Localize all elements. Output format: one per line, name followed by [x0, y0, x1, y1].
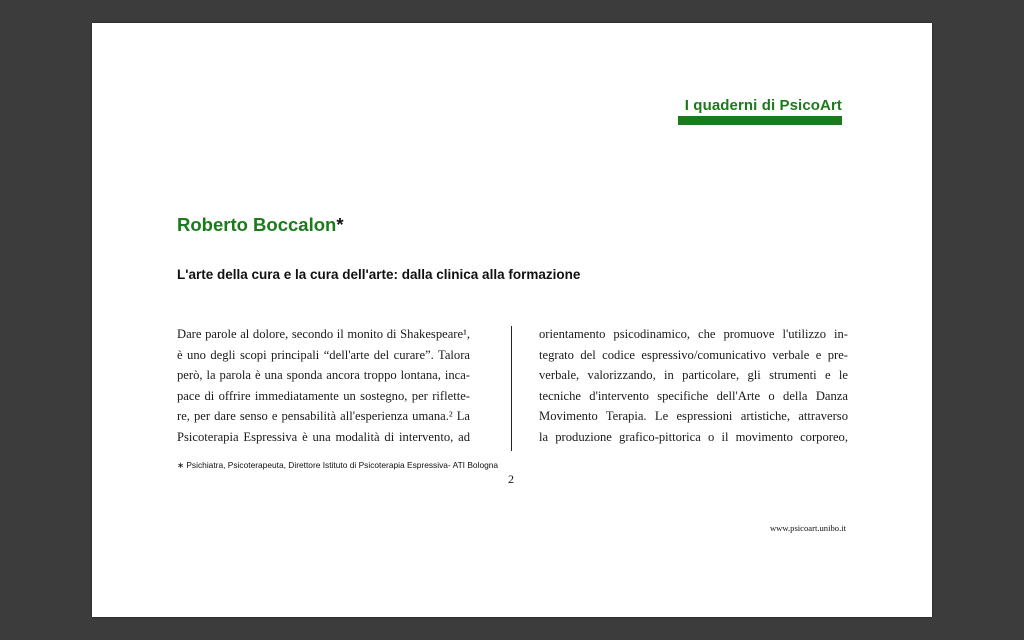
- text-column-left: [177, 324, 470, 448]
- text-line: orientamento psicodinamico, che promuove l'utilizzo in-: [539, 327, 848, 341]
- article-title: L'arte della cura e la cura dell'arte: dalla clinica alla formazione: [177, 267, 581, 282]
- text-column-right: [539, 324, 848, 448]
- text-line: Dare parole al dolore, secondo il monito di Shakespeare¹,: [177, 327, 470, 341]
- author-footnote: ∗ Psichiatra, Psicoterapeuta, Direttore Istituto di Psicoterapia Espressiva- ATI Bologna: [177, 460, 499, 470]
- text-line: è uno degli scopi principali “dell'arte del curare”. Talora: [177, 347, 470, 362]
- website-url: www.psicoart.unibo.it: [769, 523, 846, 533]
- text-line: tecniche d'intervento specifiche dell'Arte o della Danza: [539, 388, 848, 403]
- journal-title: I quaderni di PsicoArt: [684, 97, 842, 114]
- page-number: 2: [508, 472, 514, 486]
- text-line: verbale, valorizzando, in particolare, gli strumenti e le: [539, 368, 848, 383]
- article-author: [177, 214, 344, 236]
- text-line: pace di offrire immediatamente un sostegno, per riflette-: [177, 388, 470, 403]
- text-line: però, la parola è una sponda ancora troppo lontana, inca-: [177, 368, 470, 383]
- document-page: [92, 23, 932, 617]
- column-divider: [511, 326, 512, 451]
- text-line: Movimento Terapia. Le espressioni artistiche, attraverso: [539, 409, 848, 424]
- text-line: tegrato del codice espressivo/comunicativo verbale e pre-: [539, 347, 848, 362]
- text-line: re, per dare senso e pensabilità all'esperienza umana.² La: [177, 409, 470, 424]
- journal-title-bar: [678, 116, 842, 125]
- author-footnote-mark: *: [336, 214, 344, 235]
- text-line: la produzione grafico-pittorica o il movimento corporeo,: [539, 429, 848, 444]
- text-line: Psicoterapia Espressiva è una modalità di intervento, ad: [177, 429, 470, 444]
- author-name: Roberto Boccalon: [177, 214, 337, 235]
